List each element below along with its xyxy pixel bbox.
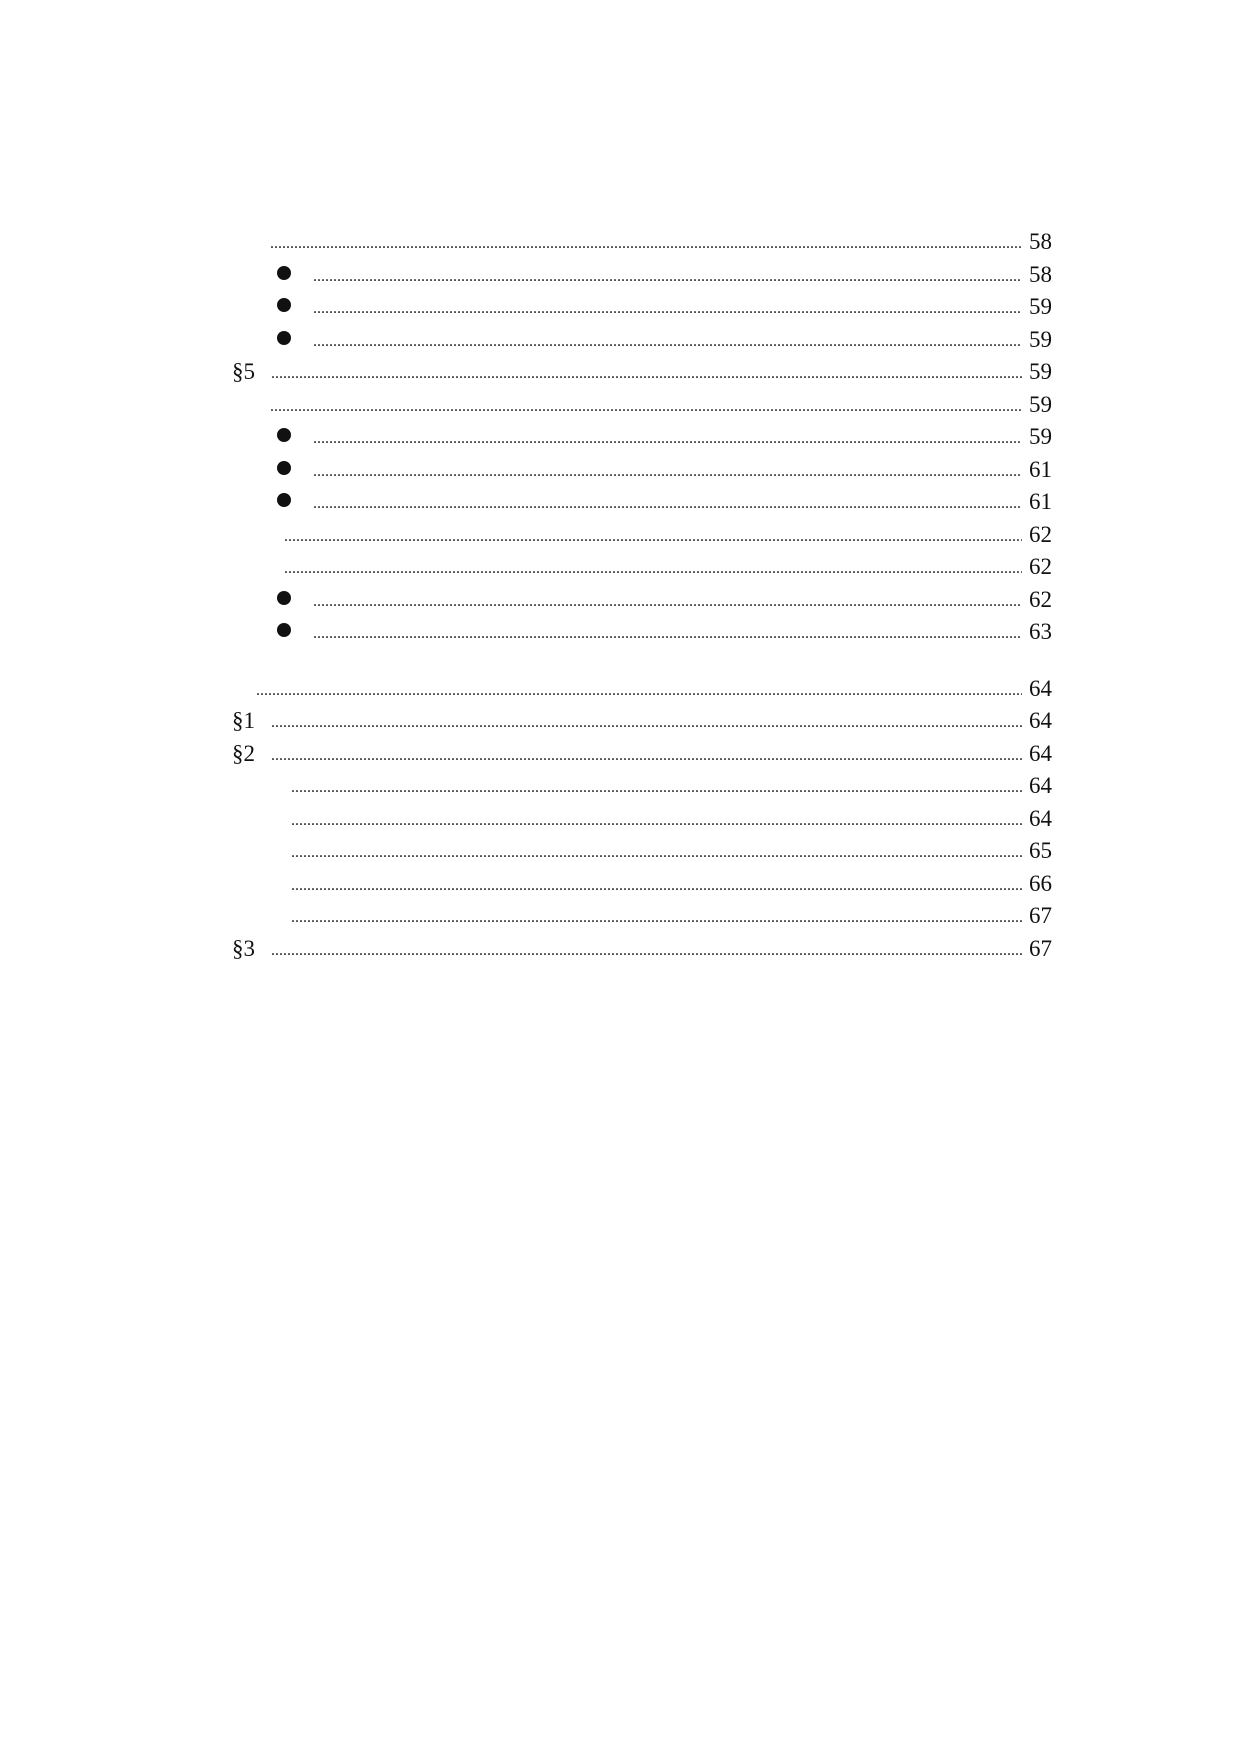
toc-entry[interactable] bbox=[232, 454, 1052, 487]
dot-leader bbox=[291, 805, 1022, 838]
toc-entry-page: 61 bbox=[1029, 456, 1052, 482]
toc-entry-marker: §1 bbox=[232, 708, 255, 733]
bullet-icon bbox=[277, 493, 291, 507]
toc-entry-page: 58 bbox=[1029, 229, 1052, 254]
bullet-icon bbox=[277, 298, 291, 312]
toc-entry[interactable] bbox=[232, 551, 1052, 584]
toc-entry-page: 59 bbox=[1029, 326, 1052, 352]
toc-entry-page: 62 bbox=[1029, 521, 1052, 547]
toc-entry-page: 64 bbox=[1029, 675, 1052, 701]
dot-leader bbox=[313, 261, 1022, 294]
toc-entry[interactable] bbox=[232, 933, 1052, 966]
bullet-icon bbox=[277, 266, 291, 280]
toc-entry[interactable] bbox=[232, 803, 1052, 836]
toc-entry[interactable] bbox=[232, 356, 1052, 389]
toc-entry[interactable] bbox=[232, 868, 1052, 901]
bullet-icon bbox=[277, 591, 291, 605]
toc-entry[interactable] bbox=[232, 324, 1052, 357]
dot-leader bbox=[256, 675, 1022, 708]
dot-leader bbox=[313, 488, 1022, 521]
toc-entry-page: 63 bbox=[1029, 619, 1052, 644]
toc-entry-page: 66 bbox=[1029, 870, 1052, 896]
toc-entry[interactable] bbox=[232, 389, 1052, 422]
toc-entry[interactable] bbox=[232, 705, 1052, 738]
dot-leader bbox=[313, 618, 1022, 651]
dot-leader bbox=[313, 423, 1022, 456]
dot-leader bbox=[271, 707, 1022, 740]
dot-leader bbox=[270, 228, 1022, 261]
dot-leader bbox=[270, 391, 1022, 424]
toc-entry[interactable] bbox=[232, 291, 1052, 324]
toc-entry-page: 59 bbox=[1029, 359, 1052, 384]
bullet-icon bbox=[277, 623, 291, 637]
dot-leader bbox=[291, 837, 1022, 870]
dot-leader bbox=[291, 772, 1022, 805]
toc-entry[interactable] bbox=[232, 770, 1052, 803]
bullet-icon bbox=[277, 461, 291, 475]
toc-entry-page: 67 bbox=[1029, 935, 1052, 961]
toc-entry[interactable] bbox=[232, 673, 1052, 706]
dot-leader bbox=[313, 326, 1022, 359]
toc-entry-page: 67 bbox=[1029, 903, 1052, 928]
toc-entry-page: 59 bbox=[1029, 424, 1052, 449]
dot-leader bbox=[313, 293, 1022, 326]
toc-entry-page: 64 bbox=[1029, 708, 1052, 733]
toc-entry-marker: §5 bbox=[232, 359, 255, 384]
toc-entry-page: 59 bbox=[1029, 294, 1052, 319]
dot-leader bbox=[291, 870, 1022, 903]
toc-entry[interactable] bbox=[232, 486, 1052, 519]
toc-entry-page: 65 bbox=[1029, 838, 1052, 863]
toc-entry[interactable] bbox=[232, 226, 1052, 259]
bullet-icon bbox=[277, 428, 291, 442]
toc-entry[interactable] bbox=[232, 584, 1052, 617]
toc-entry-page: 64 bbox=[1029, 773, 1052, 798]
toc-entry-marker: §2 bbox=[232, 740, 255, 766]
toc-entry-page: 62 bbox=[1029, 554, 1052, 579]
toc-entry-page: 64 bbox=[1029, 805, 1052, 831]
toc-entry-marker: §3 bbox=[232, 935, 255, 961]
dot-leader bbox=[313, 456, 1022, 489]
dot-leader bbox=[284, 553, 1022, 586]
toc-entry-page: 64 bbox=[1029, 740, 1052, 766]
table-of-contents bbox=[232, 226, 1052, 965]
toc-entry[interactable] bbox=[232, 259, 1052, 292]
toc-entry[interactable] bbox=[232, 616, 1052, 649]
toc-entry-page: 62 bbox=[1029, 586, 1052, 612]
toc-entry[interactable] bbox=[232, 738, 1052, 771]
dot-leader bbox=[271, 358, 1022, 391]
toc-entry-page: 58 bbox=[1029, 261, 1052, 287]
toc-entry-page: 59 bbox=[1029, 391, 1052, 417]
toc-entry-page: 61 bbox=[1029, 489, 1052, 514]
dot-leader bbox=[284, 521, 1022, 554]
dot-leader bbox=[271, 935, 1022, 968]
bullet-icon bbox=[277, 331, 291, 345]
toc-entry[interactable] bbox=[232, 519, 1052, 552]
dot-leader bbox=[271, 740, 1022, 773]
toc-entry[interactable] bbox=[232, 900, 1052, 933]
toc-entry[interactable] bbox=[232, 421, 1052, 454]
dot-leader bbox=[291, 902, 1022, 935]
dot-leader bbox=[313, 586, 1022, 619]
toc-entry[interactable] bbox=[232, 835, 1052, 868]
